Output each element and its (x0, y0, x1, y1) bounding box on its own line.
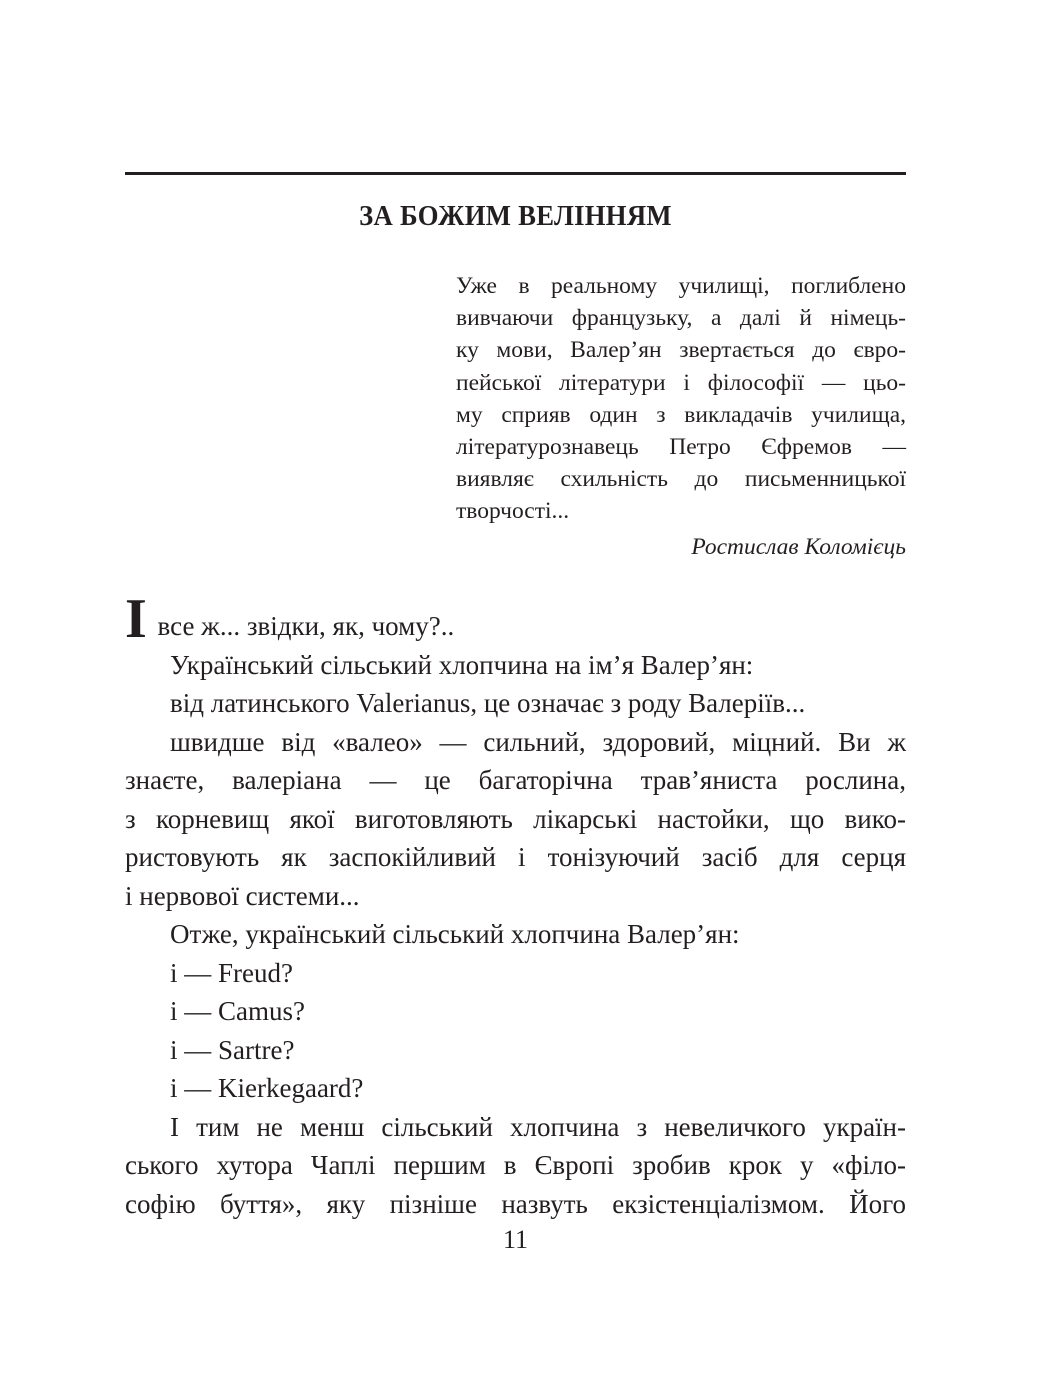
epigraph-line: пейської літератури і філософії — цьо- (456, 369, 906, 396)
body-list-item: і — Camus? (170, 996, 305, 1026)
body-line: І тим не менш сільський хлопчина з невеличкого україн- (170, 1111, 906, 1142)
body-line: ського хутора Чаплі першим в Європі зробив крок у «філо- (125, 1150, 906, 1180)
epigraph-line: Уже в реальному училищі, поглиблено (456, 273, 906, 299)
epigraph-line: му сприяв один з викладачів училища, (456, 401, 906, 428)
body-list-item: і — Sartre? (170, 1034, 295, 1065)
body-line: з корневищ якої виготовляють лікарські настойки, що вико- (125, 803, 906, 834)
body-line: софію буття», яку пізніше назвуть екзістенціалізмом. Його (125, 1188, 906, 1219)
body-text (125, 588, 906, 1223)
header-rule (125, 172, 906, 175)
epigraph-line: літературознавець Петро Єфремов — (456, 434, 906, 461)
body-line: швидше від «валео» — сильний, здоровий, міцний. Ви ж (170, 726, 906, 757)
epigraph-line: ку мови, Валер’ян звертається до євро- (456, 337, 906, 364)
body-first-line (125, 588, 906, 650)
body-line: ристовують як заспокійливий і тонізуючий засіб для серця (125, 842, 906, 872)
body-line: Український сільський хлопчина на ім’я Валер’ян: (170, 649, 754, 680)
body-line: Отже, український сільський хлопчина Валер’ян: (170, 919, 740, 949)
first-line-text: все ж... звідки, як, чому?.. (150, 611, 455, 641)
body-list-item: і — Freud? (170, 957, 293, 988)
body-list-item: і — Kierkegaard? (170, 1073, 364, 1103)
epigraph-line: вивчаючи французьку, а далі й німець- (456, 305, 906, 332)
body-line: від латинського Valerianus, це означає з роду Валеріїв... (170, 688, 806, 718)
drop-cap: І (125, 588, 147, 650)
chapter-title: ЗА БОЖИМ ВЕЛІННЯМ (359, 200, 672, 232)
body-line: знаєте, валеріана — це багаторічна трав’яниста рослина, (125, 765, 906, 795)
page-number: 11 (502, 1225, 529, 1254)
epigraph-author: Ростислав Коломієць (691, 533, 906, 560)
body-line: і нервової системи... (125, 880, 360, 911)
epigraph-line: виявляє схильність до письменницької (456, 466, 906, 493)
epigraph-line: творчості... (456, 498, 570, 525)
epigraph (456, 270, 906, 563)
